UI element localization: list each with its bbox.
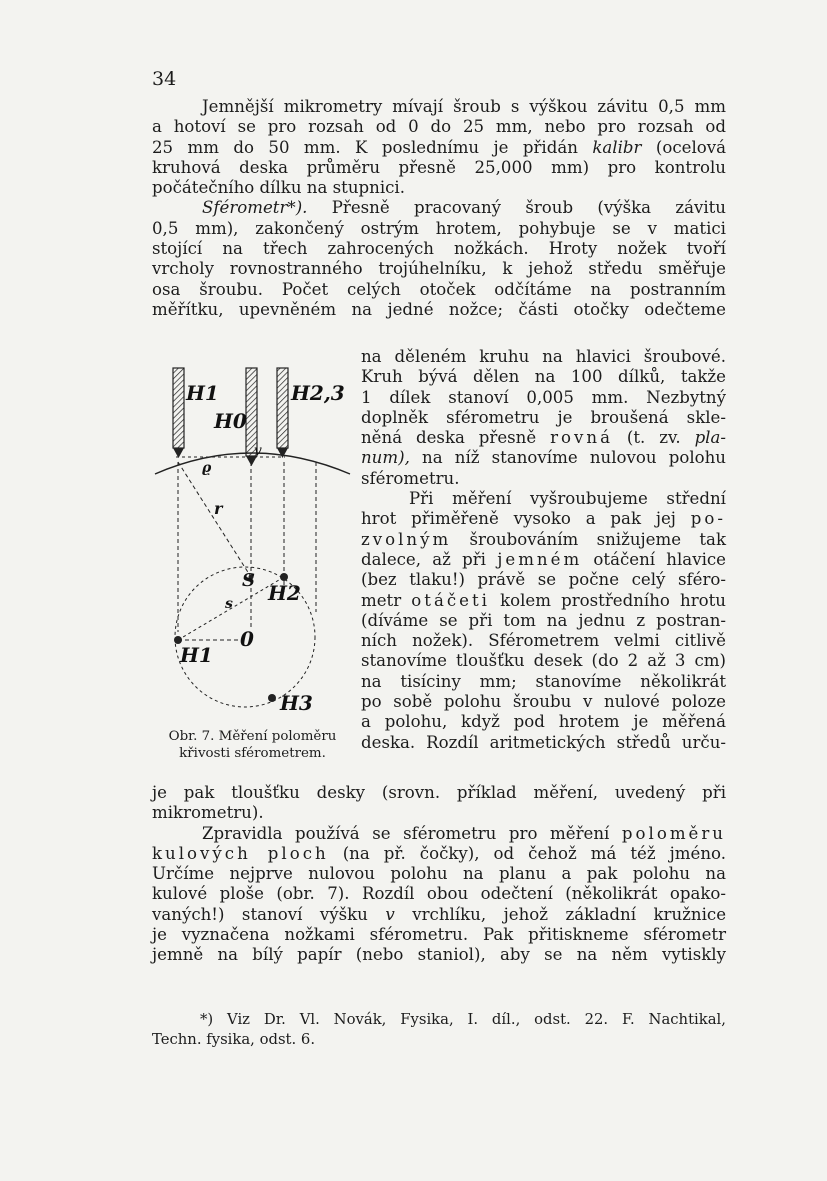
label-o: 0 bbox=[240, 627, 254, 651]
point-h2 bbox=[280, 573, 288, 581]
text-line: kulové ploše (obr. 7). Rozdíl obou odečtení (několikrát opako- bbox=[152, 884, 726, 904]
figure-spherometer-diagram bbox=[150, 362, 355, 732]
label-r: r bbox=[214, 499, 223, 518]
text-line: ních nožek). Sférometrem velmi citlivě bbox=[361, 631, 726, 651]
text-line: 1 dílek stanoví 0,005 mm. Nezbytný bbox=[361, 387, 726, 407]
radius-line bbox=[178, 462, 251, 577]
leg-h23 bbox=[277, 368, 288, 458]
text-line: hrot přiměřeně vysoko a pak jej po- bbox=[361, 509, 726, 529]
label-rho: ϱ bbox=[202, 460, 212, 476]
text-line: mikrometru). bbox=[152, 803, 264, 823]
label-s-upper: S bbox=[242, 570, 255, 591]
text-line: na děleném kruhu na hlavici šroubové. bbox=[361, 347, 726, 366]
text-line: je pak tloušťku desky (srovn. příklad měření, uvedený při bbox=[152, 783, 726, 802]
term-sferometr: Sférometr*). bbox=[202, 198, 308, 218]
paragraph-bottom bbox=[152, 783, 726, 966]
text-line: kulových ploch (na př. čočky), od čehož má též jméno. bbox=[152, 843, 726, 863]
text-line: zvolným šroubováním snižujeme tak bbox=[361, 529, 726, 549]
text-line: Kruh bývá dělen na 100 dílků, takže bbox=[361, 367, 726, 387]
text-line: 0,5 mm), zakončený ostrým hrotem, pohybuje se v matici bbox=[152, 218, 726, 238]
text-line: počátečního dílku na stupnici. bbox=[152, 178, 405, 198]
text-line: a polohu, když pod hrotem je měřená bbox=[361, 712, 726, 732]
text-line: vrcholy rovnostranného trojúhelníku, k jehož středu směřuje bbox=[152, 259, 726, 279]
text-line: Jemnější mikrometry mívají šroub s výškou závitu 0,5 mm bbox=[202, 97, 726, 116]
figure-caption bbox=[150, 728, 355, 762]
text-line: deska. Rozdíl aritmetických středů urču- bbox=[361, 732, 726, 752]
right-column-text bbox=[361, 347, 726, 753]
footnote bbox=[152, 1011, 726, 1052]
label-h23: H2,3 bbox=[291, 381, 345, 405]
footnote-line: *) Viz Dr. Vl. Novák, Fysika, I. díl., odst. 22. F. Nachtikal, bbox=[200, 1011, 726, 1028]
paragraph-mikrometry bbox=[152, 97, 726, 320]
caption-line: Obr. 7. Měření poloměru bbox=[168, 729, 337, 744]
text-line: kruhová deska průměru přesně 25,000 mm) pro kontrolu bbox=[152, 157, 726, 177]
text-line: Při měření vyšroubujeme střední bbox=[409, 489, 726, 509]
text-line: doplněk sférometru je broušená skle- bbox=[361, 407, 726, 427]
text-line: Sférometr*). Přesně pracovaný šroub (výška závitu bbox=[202, 198, 726, 218]
label-h3: H3 bbox=[280, 691, 313, 715]
label-s-lower: s bbox=[225, 596, 233, 612]
text-line: po sobě polohu šroubu v nulové poloze bbox=[361, 692, 726, 712]
text-line: stojící na třech zahrocených nožkách. Hroty nožek tvoří bbox=[152, 239, 726, 259]
text-line: Určíme nejprve nulovou polohu na planu a pak polohu na bbox=[152, 864, 726, 884]
label-h2: H2 bbox=[268, 581, 301, 605]
text-line: a hotoví se pro rozsah od 0 do 25 mm, nebo pro rozsah od bbox=[152, 117, 726, 137]
footnote-line: Techn. fysika, odst. 6. bbox=[152, 1031, 316, 1049]
text-line: (díváme se při tom na jednu z postran- bbox=[361, 610, 726, 630]
text-line: 25 mm do 50 mm. K poslednímu je přidán kalibr (ocelová bbox=[152, 137, 727, 157]
text-line: stanovíme tloušťku desek (do 2 až 3 cm) bbox=[361, 651, 726, 671]
caption-line: křivosti sférometrem. bbox=[179, 746, 326, 761]
text-line: dalece, až při jemném otáčení hlavice bbox=[361, 549, 726, 569]
text-line: měřítku, upevněném na jedné nožce; části otočky odečteme bbox=[152, 299, 726, 319]
label-h1-bottom: H1 bbox=[180, 643, 213, 667]
text-line: osa šroubu. Počet celých otoček odčítáme na postranním bbox=[152, 279, 726, 299]
page-number: 34 bbox=[152, 68, 177, 90]
text-line: na tisíciny mm; stanovíme několikrát bbox=[361, 671, 726, 691]
text-line: (bez tlaku!) právě se počne celý sféro- bbox=[361, 570, 726, 590]
label-h0: H0 bbox=[214, 409, 247, 433]
text-line: metr otáčeti kolem prostředního hrotu bbox=[361, 590, 726, 610]
text-line: něná deska přesně rovná (t. zv. pla- bbox=[361, 428, 726, 448]
text-line: je vyznačena nožkami sférometru. Pak přitiskneme sférometr bbox=[152, 925, 726, 945]
label-h1-top: H1 bbox=[186, 381, 219, 405]
text-line: Zpravidla používá se sférometru pro měření poloměru bbox=[202, 823, 726, 843]
point-h3 bbox=[268, 694, 276, 702]
text-line: jemně na bílý papír (nebo staniol), aby se na něm vytiskly bbox=[152, 945, 726, 965]
leg-h1 bbox=[173, 368, 184, 458]
text-line: vaných!) stanoví výšku v vrchlíku, jehož základní kružnice bbox=[152, 904, 727, 924]
text-line: num), na níž stanovíme nulovou polohu bbox=[361, 448, 726, 468]
text-line: sférometru. bbox=[361, 468, 460, 488]
label-v: v bbox=[254, 443, 262, 459]
